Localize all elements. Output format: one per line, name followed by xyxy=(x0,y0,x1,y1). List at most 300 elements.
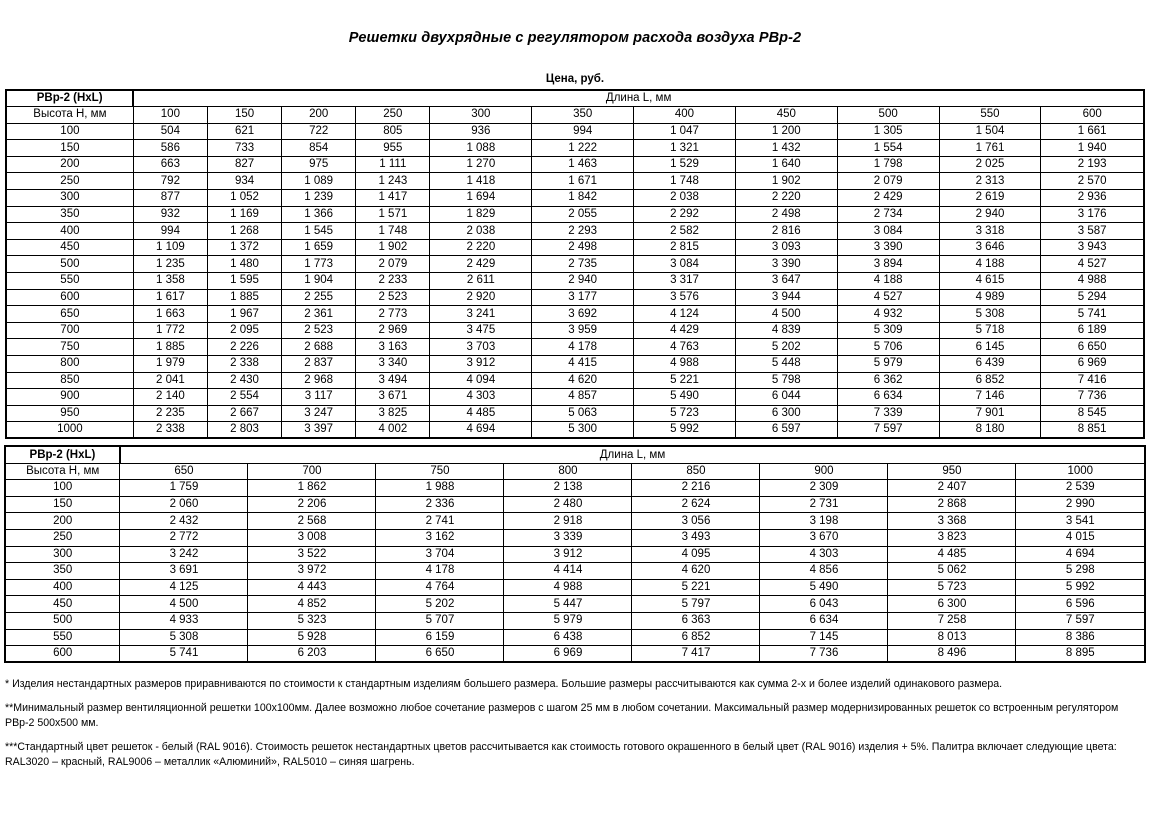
price-cell: 6 634 xyxy=(837,389,939,406)
price-cell: 1 109 xyxy=(133,239,207,256)
price-cell: 7 339 xyxy=(837,405,939,422)
table-body xyxy=(6,123,1144,438)
price-cell: 1 640 xyxy=(735,156,837,173)
price-cell: 5 723 xyxy=(888,579,1016,596)
corner-label-cell: РВр-2 (HxL) xyxy=(6,90,133,107)
price-cell: 5 323 xyxy=(248,612,376,629)
table-row xyxy=(6,273,1144,290)
price-cell: 7 416 xyxy=(1041,372,1144,389)
price-cell: 3 944 xyxy=(735,289,837,306)
price-cell: 5 308 xyxy=(120,629,248,646)
price-cell: 4 852 xyxy=(248,596,376,613)
price-cell: 2 570 xyxy=(1041,173,1144,190)
column-header-length-350: 350 xyxy=(532,107,634,124)
price-cell: 2 041 xyxy=(133,372,207,389)
row-header-height-250: 250 xyxy=(5,529,120,546)
price-cell: 4 188 xyxy=(837,273,939,290)
row-header-height-450: 450 xyxy=(6,239,133,256)
price-cell: 5 979 xyxy=(837,356,939,373)
price-cell: 4 124 xyxy=(634,306,736,323)
row-header-height-450: 450 xyxy=(5,596,120,613)
price-cell: 4 500 xyxy=(735,306,837,323)
price-cell: 5 447 xyxy=(504,596,632,613)
price-cell: 4 988 xyxy=(1041,273,1144,290)
price-cell: 1 842 xyxy=(532,190,634,207)
price-cell: 7 736 xyxy=(760,646,888,663)
row-header-height-100: 100 xyxy=(6,123,133,140)
price-table-length-100-600 xyxy=(5,89,1145,439)
price-cell: 5 221 xyxy=(632,579,760,596)
row-header-height-200: 200 xyxy=(5,513,120,530)
table-row xyxy=(5,612,1145,629)
row-header-height-700: 700 xyxy=(6,322,133,339)
price-cell: 722 xyxy=(282,123,356,140)
row-header-height-350: 350 xyxy=(6,206,133,223)
price-cell: 7 597 xyxy=(1016,612,1145,629)
price-cell: 6 852 xyxy=(939,372,1041,389)
table-row xyxy=(6,140,1144,157)
price-cell: 1 222 xyxy=(532,140,634,157)
row-header-height-550: 550 xyxy=(5,629,120,646)
price-cell: 2 969 xyxy=(356,322,430,339)
price-cell: 1 239 xyxy=(282,190,356,207)
price-cell: 3 704 xyxy=(376,546,504,563)
table-row xyxy=(6,322,1144,339)
row-header-height-550: 550 xyxy=(6,273,133,290)
price-cell: 3 177 xyxy=(532,289,634,306)
price-cell: 975 xyxy=(282,156,356,173)
table-row xyxy=(6,239,1144,256)
price-cell: 2 918 xyxy=(504,513,632,530)
price-cell: 2 220 xyxy=(735,190,837,207)
table-row xyxy=(5,529,1145,546)
table-row xyxy=(6,372,1144,389)
row-header-height-250: 250 xyxy=(6,173,133,190)
price-cell: 4 932 xyxy=(837,306,939,323)
price-cell: 5 062 xyxy=(888,563,1016,580)
price-cell: 2 920 xyxy=(430,289,532,306)
price-cell: 4 500 xyxy=(120,596,248,613)
price-cell: 2 079 xyxy=(837,173,939,190)
row-header-height-400: 400 xyxy=(5,579,120,596)
footnote-color: ***Стандартный цвет решеток - белый (RAL 9016). Стоимость решеток нестандартных цветов рассчитывается как стоимость готового окрашенного в белый цвет (RAL 9016) изделия + 5%. Палитра включает следующие цвета: RAL3020 – красный, RAL9006 – металлик «Алюминий», RAL5010 – синяя шагрень. xyxy=(5,740,1117,769)
price-cell: 4 615 xyxy=(939,273,1041,290)
price-cell: 1 088 xyxy=(430,140,532,157)
price-cell: 2 038 xyxy=(634,190,736,207)
price-cell: 3 646 xyxy=(939,239,1041,256)
row-header-height-200: 200 xyxy=(6,156,133,173)
price-cell: 6 203 xyxy=(248,646,376,663)
table-row xyxy=(6,156,1144,173)
price-cell: 8 895 xyxy=(1016,646,1145,663)
price-cell: 5 490 xyxy=(760,579,888,596)
price-cell: 2 990 xyxy=(1016,496,1145,513)
price-cell: 6 439 xyxy=(939,356,1041,373)
footnote-nonstandard-sizes: * Изделия нестандартных размеров приравниваются по стоимости к стандартным изделиям большего размера. Большие размеры рассчитываются как сумма 2-х и более изделий одинакового размера. xyxy=(5,678,1003,691)
table-row xyxy=(5,579,1145,596)
price-cell: 2 432 xyxy=(120,513,248,530)
column-header-length-950: 950 xyxy=(888,463,1016,480)
price-cell: 2 940 xyxy=(532,273,634,290)
table-row xyxy=(6,339,1144,356)
price-cell: 1 504 xyxy=(939,123,1041,140)
price-cell: 955 xyxy=(356,140,430,157)
price-cell: 5 063 xyxy=(532,405,634,422)
price-cell: 6 363 xyxy=(632,612,760,629)
price-cell: 2 498 xyxy=(735,206,837,223)
price-cell: 3 247 xyxy=(282,405,356,422)
price-cell: 4 694 xyxy=(1016,546,1145,563)
price-cell: 2 140 xyxy=(133,389,207,406)
price-cell: 2 220 xyxy=(430,239,532,256)
price-cell: 4 094 xyxy=(430,372,532,389)
price-cell: 4 988 xyxy=(634,356,736,373)
price-cell: 4 764 xyxy=(376,579,504,596)
price-cell: 3 163 xyxy=(356,339,430,356)
row-header-height-650: 650 xyxy=(6,306,133,323)
price-cell: 2 940 xyxy=(939,206,1041,223)
price-cell: 6 043 xyxy=(760,596,888,613)
price-cell: 4 015 xyxy=(1016,529,1145,546)
price-cell: 8 851 xyxy=(1041,422,1144,439)
price-cell: 7 258 xyxy=(888,612,1016,629)
price-cell: 3 493 xyxy=(632,529,760,546)
price-cell: 934 xyxy=(207,173,281,190)
price-list-page xyxy=(0,30,1150,831)
price-cell: 1 268 xyxy=(207,223,281,240)
price-cell: 2 293 xyxy=(532,223,634,240)
column-header-length-700: 700 xyxy=(248,463,376,480)
price-cell: 1 200 xyxy=(735,123,837,140)
price-cell: 1 663 xyxy=(133,306,207,323)
price-cell: 4 303 xyxy=(760,546,888,563)
price-cell: 6 189 xyxy=(1041,322,1144,339)
price-cell: 4 989 xyxy=(939,289,1041,306)
row-axis-title: Высота H, мм xyxy=(6,107,133,124)
price-cell: 2 498 xyxy=(532,239,634,256)
price-cell: 1 661 xyxy=(1041,123,1144,140)
price-cell: 3 647 xyxy=(735,273,837,290)
price-cell: 4 414 xyxy=(504,563,632,580)
price-cell: 3 494 xyxy=(356,372,430,389)
price-cell: 2 735 xyxy=(532,256,634,273)
column-header-length-600: 600 xyxy=(1041,107,1144,124)
price-cell: 1 862 xyxy=(248,480,376,497)
price-cell: 4 178 xyxy=(376,563,504,580)
price-cell: 5 309 xyxy=(837,322,939,339)
price-cell: 4 485 xyxy=(430,405,532,422)
price-cell: 1 773 xyxy=(282,256,356,273)
price-cell: 3 084 xyxy=(837,223,939,240)
column-header-length-1000: 1000 xyxy=(1016,463,1145,480)
price-cell: 827 xyxy=(207,156,281,173)
table-row xyxy=(6,206,1144,223)
price-cell: 2 216 xyxy=(632,480,760,497)
price-cell: 2 429 xyxy=(837,190,939,207)
price-cell: 2 815 xyxy=(634,239,736,256)
price-cell: 4 002 xyxy=(356,422,430,439)
price-cell: 2 055 xyxy=(532,206,634,223)
row-header-height-900: 900 xyxy=(6,389,133,406)
price-cell: 4 443 xyxy=(248,579,376,596)
price-cell: 1 463 xyxy=(532,156,634,173)
price-cell: 3 397 xyxy=(282,422,356,439)
price-cell: 4 694 xyxy=(430,422,532,439)
price-cell: 994 xyxy=(532,123,634,140)
price-cell: 4 429 xyxy=(634,322,736,339)
price-cell: 1 169 xyxy=(207,206,281,223)
price-cell: 5 992 xyxy=(634,422,736,439)
price-cell: 2 619 xyxy=(939,190,1041,207)
table-body xyxy=(5,480,1145,663)
table-row xyxy=(5,596,1145,613)
table-row xyxy=(6,422,1144,439)
row-header-height-350: 350 xyxy=(5,563,120,580)
price-cell: 1 694 xyxy=(430,190,532,207)
column-header-length-250: 250 xyxy=(356,107,430,124)
price-cell: 3 198 xyxy=(760,513,888,530)
price-cell: 1 366 xyxy=(282,206,356,223)
price-cell: 5 308 xyxy=(939,306,1041,323)
price-cell: 1 967 xyxy=(207,306,281,323)
price-cell: 4 933 xyxy=(120,612,248,629)
price-cell: 3 117 xyxy=(282,389,356,406)
price-cell: 2 523 xyxy=(356,289,430,306)
price-cell: 5 797 xyxy=(632,596,760,613)
row-header-height-300: 300 xyxy=(5,546,120,563)
price-cell: 4 988 xyxy=(504,579,632,596)
table-row xyxy=(6,389,1144,406)
footnote-min-size: **Минимальный размер вентиляционной решетки 100x100мм. Далее возможно любое сочетание размеров с шагом 25 мм в любом сочетании. Максимальный размер модернизированных решеток со встроенным регулятором РВр-2 500x500 мм. xyxy=(5,701,1119,730)
price-cell: 7 901 xyxy=(939,405,1041,422)
column-header-length-400: 400 xyxy=(634,107,736,124)
column-header-length-100: 100 xyxy=(133,107,207,124)
price-cell: 1 904 xyxy=(282,273,356,290)
price-cell: 1 089 xyxy=(282,173,356,190)
price-cell: 5 798 xyxy=(735,372,837,389)
price-cell: 6 159 xyxy=(376,629,504,646)
price-cell: 2 060 xyxy=(120,496,248,513)
price-cell: 2 480 xyxy=(504,496,632,513)
price-cell: 3 541 xyxy=(1016,513,1145,530)
price-cell: 3 692 xyxy=(532,306,634,323)
price-cell: 2 568 xyxy=(248,513,376,530)
column-header-length-200: 200 xyxy=(282,107,356,124)
price-cell: 3 671 xyxy=(356,389,430,406)
price-cell: 2 624 xyxy=(632,496,760,513)
price-cell: 1 372 xyxy=(207,239,281,256)
price-cell: 2 734 xyxy=(837,206,939,223)
price-cell: 1 772 xyxy=(133,322,207,339)
table-row xyxy=(5,646,1145,663)
row-header-height-750: 750 xyxy=(6,339,133,356)
length-span-header: Длина L, мм xyxy=(120,446,1145,463)
price-cell: 1 417 xyxy=(356,190,430,207)
column-header-length-800: 800 xyxy=(504,463,632,480)
price-cell: 2 309 xyxy=(760,480,888,497)
price-cell: 1 617 xyxy=(133,289,207,306)
price-cell: 621 xyxy=(207,123,281,140)
price-cell: 8 013 xyxy=(888,629,1016,646)
column-header-length-500: 500 xyxy=(837,107,939,124)
row-header-height-150: 150 xyxy=(5,496,120,513)
price-cell: 2 968 xyxy=(282,372,356,389)
price-cell: 1 554 xyxy=(837,140,939,157)
price-cell: 2 095 xyxy=(207,322,281,339)
price-cell: 2 539 xyxy=(1016,480,1145,497)
price-cell: 7 736 xyxy=(1041,389,1144,406)
price-cell: 5 707 xyxy=(376,612,504,629)
price-cell: 504 xyxy=(133,123,207,140)
price-cell: 936 xyxy=(430,123,532,140)
column-header-length-750: 750 xyxy=(376,463,504,480)
price-cell: 5 992 xyxy=(1016,579,1145,596)
table-header-span-row xyxy=(6,90,1144,107)
price-cell: 3 162 xyxy=(376,529,504,546)
price-cell: 4 620 xyxy=(632,563,760,580)
price-cell: 1 902 xyxy=(735,173,837,190)
price-cell: 2 292 xyxy=(634,206,736,223)
price-cell: 3 959 xyxy=(532,322,634,339)
price-cell: 3 587 xyxy=(1041,223,1144,240)
price-cell: 805 xyxy=(356,123,430,140)
price-cell: 3 825 xyxy=(356,405,430,422)
price-cell: 2 523 xyxy=(282,322,356,339)
price-cell: 3 008 xyxy=(248,529,376,546)
table-column-header-row xyxy=(6,107,1144,124)
price-cell: 6 438 xyxy=(504,629,632,646)
price-cell: 6 634 xyxy=(760,612,888,629)
price-cell: 1 748 xyxy=(356,223,430,240)
price-cell: 3 093 xyxy=(735,239,837,256)
price-cell: 1 659 xyxy=(282,239,356,256)
price-cell: 2 206 xyxy=(248,496,376,513)
price-cell: 6 650 xyxy=(376,646,504,663)
price-cell: 3 912 xyxy=(430,356,532,373)
price-cell: 1 418 xyxy=(430,173,532,190)
price-cell: 3 670 xyxy=(760,529,888,546)
table-row xyxy=(6,173,1144,190)
price-cell: 1 759 xyxy=(120,480,248,497)
row-header-height-400: 400 xyxy=(6,223,133,240)
price-cell: 1 595 xyxy=(207,273,281,290)
price-cell: 5 294 xyxy=(1041,289,1144,306)
price-cell: 5 300 xyxy=(532,422,634,439)
price-cell: 994 xyxy=(133,223,207,240)
price-cell: 1 358 xyxy=(133,273,207,290)
price-cell: 2 688 xyxy=(282,339,356,356)
corner-label-cell: РВр-2 (HxL) xyxy=(5,446,120,463)
price-cell: 6 969 xyxy=(1041,356,1144,373)
price-cell: 2 025 xyxy=(939,156,1041,173)
price-cell: 2 772 xyxy=(120,529,248,546)
price-cell: 1 243 xyxy=(356,173,430,190)
price-cell: 1 829 xyxy=(430,206,532,223)
price-cell: 3 368 xyxy=(888,513,1016,530)
price-cell: 2 731 xyxy=(760,496,888,513)
row-header-height-600: 600 xyxy=(5,646,120,663)
price-cell: 3 522 xyxy=(248,546,376,563)
price-cell: 1 748 xyxy=(634,173,736,190)
price-cell: 1 305 xyxy=(837,123,939,140)
price-cell: 2 868 xyxy=(888,496,1016,513)
price-cell: 2 361 xyxy=(282,306,356,323)
price-cell: 3 318 xyxy=(939,223,1041,240)
row-header-height-100: 100 xyxy=(5,480,120,497)
price-cell: 1 052 xyxy=(207,190,281,207)
price-cell: 6 969 xyxy=(504,646,632,663)
price-cell: 3 972 xyxy=(248,563,376,580)
table-row xyxy=(6,123,1144,140)
price-cell: 6 362 xyxy=(837,372,939,389)
page-title: Решетки двухрядные с регулятором расхода воздуха РВр-2 xyxy=(348,30,802,46)
table-row xyxy=(6,256,1144,273)
column-header-length-550: 550 xyxy=(939,107,1041,124)
table-row xyxy=(5,496,1145,513)
row-axis-title: Высота H, мм xyxy=(5,463,120,480)
price-cell: 4 857 xyxy=(532,389,634,406)
price-cell: 1 529 xyxy=(634,156,736,173)
price-cell: 2 336 xyxy=(376,496,504,513)
column-header-length-900: 900 xyxy=(760,463,888,480)
price-cell: 1 902 xyxy=(356,239,430,256)
price-cell: 5 741 xyxy=(1041,306,1144,323)
price-cell: 2 667 xyxy=(207,405,281,422)
price-cell: 1 761 xyxy=(939,140,1041,157)
price-cell: 663 xyxy=(133,156,207,173)
table-row xyxy=(5,629,1145,646)
price-cell: 8 496 xyxy=(888,646,1016,663)
price-cell: 3 084 xyxy=(634,256,736,273)
table-row xyxy=(6,190,1144,207)
price-cell: 2 407 xyxy=(888,480,1016,497)
price-cell: 4 527 xyxy=(837,289,939,306)
price-cell: 8 545 xyxy=(1041,405,1144,422)
price-cell: 8 386 xyxy=(1016,629,1145,646)
row-header-height-500: 500 xyxy=(5,612,120,629)
price-cell: 5 979 xyxy=(504,612,632,629)
table-row xyxy=(6,306,1144,323)
price-cell: 4 620 xyxy=(532,372,634,389)
price-table-length-650-1000 xyxy=(4,445,1146,663)
price-cell: 5 202 xyxy=(376,596,504,613)
column-header-length-850: 850 xyxy=(632,463,760,480)
price-cell: 2 741 xyxy=(376,513,504,530)
price-cell: 2 313 xyxy=(939,173,1041,190)
price-cell: 3 056 xyxy=(632,513,760,530)
price-cell: 1 321 xyxy=(634,140,736,157)
table-row xyxy=(6,356,1144,373)
price-cell: 1 432 xyxy=(735,140,837,157)
price-cell: 4 125 xyxy=(120,579,248,596)
price-cell: 5 741 xyxy=(120,646,248,663)
price-cell: 1 545 xyxy=(282,223,356,240)
price-cell: 4 763 xyxy=(634,339,736,356)
row-header-height-1000: 1000 xyxy=(6,422,133,439)
price-cell: 1 798 xyxy=(837,156,939,173)
table-row xyxy=(6,289,1144,306)
price-cell: 2 773 xyxy=(356,306,430,323)
price-cell: 2 429 xyxy=(430,256,532,273)
price-cell: 1 988 xyxy=(376,480,504,497)
price-cell: 3 390 xyxy=(837,239,939,256)
price-cell: 5 718 xyxy=(939,322,1041,339)
price-cell: 4 485 xyxy=(888,546,1016,563)
price-cell: 4 178 xyxy=(532,339,634,356)
price-cell: 2 226 xyxy=(207,339,281,356)
price-cell: 6 597 xyxy=(735,422,837,439)
table-header-span-row xyxy=(5,446,1145,463)
